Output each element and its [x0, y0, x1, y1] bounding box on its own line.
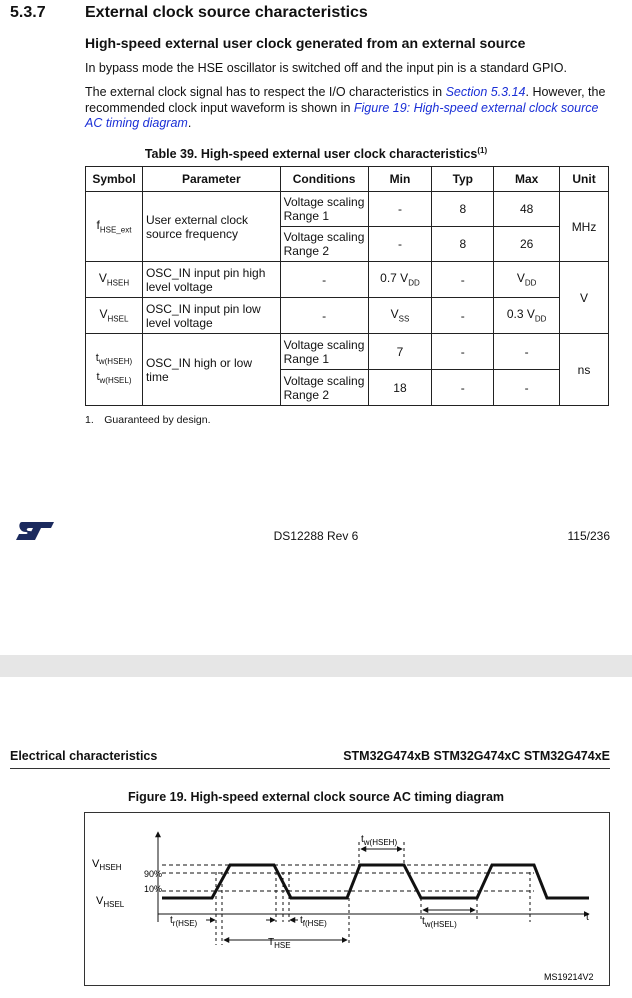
symbol-cell: $V_{HSEH}$	[86, 262, 143, 298]
symbol-cell: $t_{w(HSEH)}$ $t_{w(HSEL)}$	[86, 334, 143, 406]
tw-hsel-label: $t_{w(HSEL)}$	[422, 916, 457, 929]
conditions-cell: Voltage scaling Range 2	[280, 227, 368, 262]
parameter-cell: User external clock source frequency	[142, 192, 280, 262]
max-cell: -	[494, 370, 560, 406]
typ-cell: 8	[432, 227, 494, 262]
page-number: 115/236	[567, 529, 610, 543]
tr-hse-label: $t_{r(HSE)}$	[170, 915, 198, 928]
col-header: Min	[368, 167, 432, 192]
subsection-title: High-speed external user clock generated from an external source	[85, 35, 526, 51]
pct90-label: 90%	[144, 869, 163, 879]
thse-label: $T_{HSE}$	[268, 937, 291, 950]
symbol-cell: $V_{HSEL}$	[86, 298, 143, 334]
conditions-cell: Voltage scaling Range 1	[280, 192, 368, 227]
typ-cell: 8	[432, 192, 494, 227]
min-cell: -	[368, 192, 432, 227]
figure-19-link[interactable]: Figure 19: High-speed external clock source AC timing diagram	[85, 100, 599, 130]
table-row	[86, 334, 609, 370]
table-footnote: 1. Guaranteed by design.	[85, 414, 211, 426]
tw-hseh-label: $t_{w(HSEH)}$	[361, 834, 398, 847]
parameter-cell: OSC_IN input pin low level voltage	[142, 298, 280, 334]
parameter-cell: OSC_IN input pin high level voltage	[142, 262, 280, 298]
bypass-paragraph: In bypass mode the HSE oscillator is switched off and the input pin is a standard GPIO.	[85, 61, 567, 75]
table-row	[86, 298, 609, 334]
unit-cell: V	[560, 262, 609, 334]
timing-diagram	[84, 812, 610, 986]
conditions-cell: Voltage scaling Range 1	[280, 334, 368, 370]
para-text-start: The external clock signal has to respect the I/O characteristics in	[85, 85, 446, 99]
document-id: DS12288 Rev 6	[273, 529, 359, 543]
max-cell: 48	[494, 192, 560, 227]
conditions-cell: -	[280, 262, 368, 298]
min-cell: 18	[368, 370, 432, 406]
t-axis-label: t	[586, 912, 589, 923]
table-row	[86, 192, 609, 227]
max-cell: -	[494, 334, 560, 370]
hse-characteristics-table	[85, 166, 609, 406]
max-cell: $V_{DD}$	[494, 262, 560, 298]
typ-cell: -	[432, 334, 494, 370]
vhsel-label: $V_{HSEL}$	[96, 895, 125, 909]
col-header: Unit	[560, 167, 609, 192]
clock-waveform	[162, 865, 589, 898]
typ-cell: -	[432, 262, 494, 298]
symbol-cell: $f_{HSE\_ext}$	[86, 192, 143, 262]
unit-cell: MHz	[560, 192, 609, 262]
page-header-left: Electrical characteristics	[10, 749, 158, 763]
typ-cell: -	[432, 298, 494, 334]
min-cell: 7	[368, 334, 432, 370]
figure-id: MS19214V2	[544, 972, 594, 982]
section-title: External clock source characteristics	[85, 4, 368, 21]
max-cell: 0.3 $V_{DD}$	[494, 298, 560, 334]
para-text-mid: . However, the recommended clock input waveform is shown in	[85, 85, 606, 115]
waveform-paragraph	[85, 85, 615, 132]
header-rule	[10, 768, 610, 769]
min-cell: $V_{SS}$	[368, 298, 432, 334]
col-header: Max	[494, 167, 560, 192]
max-cell: 26	[494, 227, 560, 262]
page-separator	[0, 655, 632, 677]
table-row	[86, 262, 609, 298]
typ-cell: -	[432, 370, 494, 406]
conditions-cell: -	[280, 298, 368, 334]
tf-hse-label: $t_{f(HSE)}$	[300, 915, 327, 928]
min-cell: -	[368, 227, 432, 262]
col-header: Typ	[432, 167, 494, 192]
section-number: 5.3.7	[10, 4, 46, 21]
col-header: Symbol	[86, 167, 143, 192]
section-5-3-14-link[interactable]: Section 5.3.14	[445, 85, 526, 99]
para-text-end: .	[187, 116, 192, 130]
parameter-cell: OSC_IN high or low time	[142, 334, 280, 406]
page-header-right: STM32G474xB STM32G474xC STM32G474xE	[343, 749, 610, 763]
col-header: Parameter	[142, 167, 280, 192]
table-title: Table 39. High-speed external user clock characteristics$^{(1)}$	[144, 146, 488, 162]
min-cell: 0.7 $V_{DD}$	[368, 262, 432, 298]
conditions-cell: Voltage scaling Range 2	[280, 370, 368, 406]
table-title-note: (1)	[477, 146, 488, 155]
pct10-label: 10%	[144, 884, 163, 894]
col-header: Conditions	[280, 167, 368, 192]
vhseh-label: $V_{HSEH}$	[92, 858, 122, 872]
unit-cell: ns	[560, 334, 609, 406]
figure-title: Figure 19. High-speed external clock source AC timing diagram	[127, 790, 505, 804]
table-header-row	[86, 167, 609, 192]
